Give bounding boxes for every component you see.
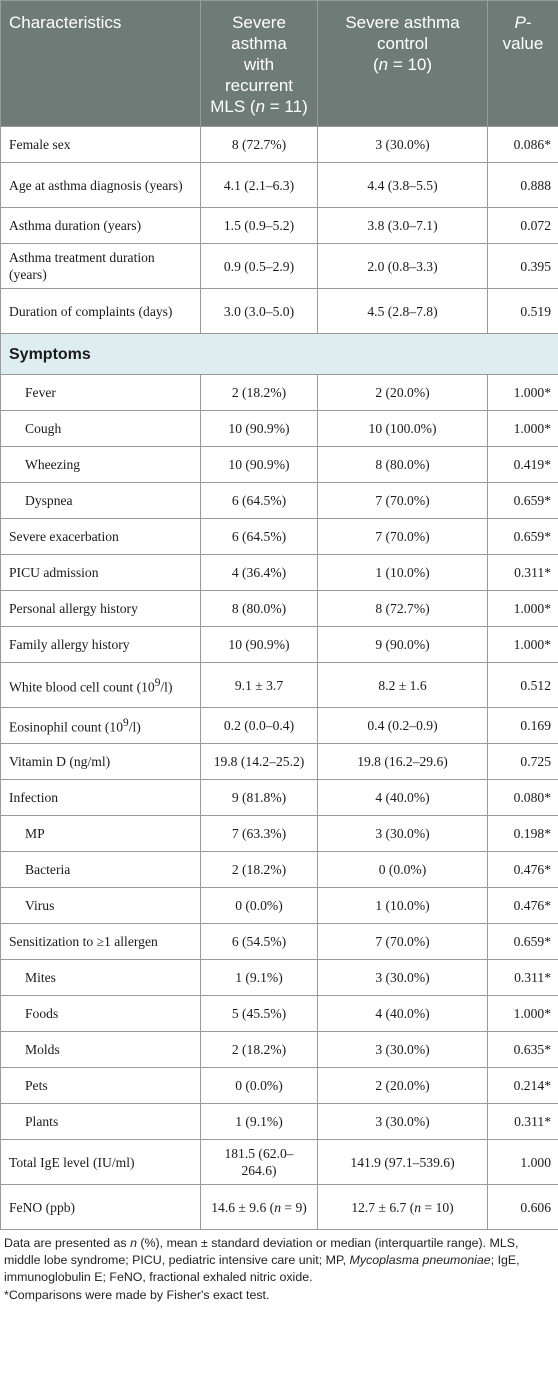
mls-value-text: 0 (0.0%) (235, 1078, 283, 1093)
mls-value-text: 4.1 (2.1–6.3) (223, 177, 295, 193)
mls-value-text: 1.5 (0.9–5.2) (223, 218, 295, 233)
control-value-text: 7 (70.0%) (375, 529, 430, 544)
cell-p-value: 0.169 (488, 708, 558, 744)
table-row (1, 1140, 558, 1185)
control-value-text: 4 (40.0%) (375, 790, 430, 805)
row-label-superscript: 9 (123, 717, 129, 730)
cell-control-value (318, 519, 488, 555)
mls-n-count: = 9) (280, 1199, 307, 1215)
table-row (1, 960, 558, 996)
cell-p-value: 0.311* (488, 960, 558, 996)
control-n: n (414, 1199, 422, 1215)
cell-p-value: 0.476* (488, 852, 558, 888)
row-label-text: Cough (25, 421, 62, 436)
cell-control-value (318, 127, 488, 163)
cell-control-value (318, 163, 488, 208)
cell-control-value (318, 888, 488, 924)
table-row (1, 663, 558, 708)
header-p-value (488, 1, 558, 127)
cell-p-value: 1.000* (488, 996, 558, 1032)
control-value-text: 2.0 (0.8–3.3) (367, 258, 438, 274)
row-label-text: Wheezing (25, 457, 81, 472)
footnote-text-c: ; IgE, immunoglobulin E; FeNO, fractional exhaled nitric oxide. (4, 1253, 520, 1284)
control-value-text: 8 (72.7%) (375, 601, 430, 616)
mls-value-text: 19.8 (14.2–25.2) (213, 754, 305, 769)
cell-mls-value (201, 888, 318, 924)
cell-mls-value (201, 627, 318, 663)
row-label-text: Plants (25, 1114, 59, 1129)
footnote-fisher: *Comparisons were made by Fisher's exact test. (4, 1288, 270, 1302)
row-label (1, 208, 201, 244)
row-label (1, 1185, 201, 1230)
cell-control-value (318, 591, 488, 627)
cell-p-value: 0.888 (488, 163, 558, 208)
row-label-text: Foods (25, 1006, 59, 1021)
row-label (1, 483, 201, 519)
row-label (1, 924, 201, 960)
control-value-text: 2 (20.0%) (375, 385, 430, 400)
row-label-text: Infection (9, 790, 59, 805)
mls-value-text: 0 (0.0%) (235, 898, 283, 913)
cell-mls-value (201, 591, 318, 627)
table-row (1, 591, 558, 627)
control-value-text: 1 (10.0%) (375, 565, 430, 580)
row-label-text: Mites (25, 970, 56, 985)
row-label-text: Asthma duration (years) (9, 218, 142, 233)
row-label (1, 289, 201, 334)
cell-p-value: 1.000* (488, 375, 558, 411)
row-label (1, 1032, 201, 1068)
table-row (1, 924, 558, 960)
mls-n: n (274, 1199, 281, 1215)
cell-mls-value (201, 289, 318, 334)
mls-value-text: 0.9 (0.5–2.9) (223, 258, 295, 274)
mls-value-text: 9.1 ± 3.7 (234, 677, 284, 693)
control-value-text: 3 (30.0%) (375, 826, 430, 841)
row-label-text: Family allergy history (9, 637, 130, 652)
mls-value-text: 181.5 (62.0–264.6) (224, 1146, 294, 1178)
cell-control-value (318, 996, 488, 1032)
mls-value-text: 6 (64.5%) (231, 529, 287, 544)
row-label-text: Virus (25, 898, 55, 913)
control-value-text: 4.5 (2.8–7.8) (367, 303, 438, 319)
mls-value-text: 10 (90.9%) (228, 637, 290, 652)
cell-p-value: 1.000 (488, 1140, 558, 1185)
header-mls-line1: Severe (232, 13, 286, 32)
mls-value-text: 10 (90.9%) (228, 457, 290, 472)
table-row (1, 375, 558, 411)
header-ctrl-pre: ( (372, 55, 379, 74)
cell-mls-value (201, 744, 318, 780)
row-label-text: Age at asthma diagnosis (years) (9, 177, 183, 193)
row-label-text: Severe exacerbation (9, 529, 119, 544)
cell-control-value (318, 960, 488, 996)
cell-p-value: 0.606 (488, 1185, 558, 1230)
row-label-text: Total IgE level (IU/ml) (9, 1154, 135, 1170)
mls-value-text: 0.2 (0.0–0.4) (223, 718, 295, 733)
mls-value-text: 6 (54.5%) (231, 934, 287, 949)
row-label-suffix: /l) (160, 679, 173, 695)
row-label-text: Asthma treatment duration (years) (9, 250, 155, 282)
cell-p-value: 0.659* (488, 924, 558, 960)
cell-control-value (318, 744, 488, 780)
cell-control-value (318, 780, 488, 816)
cell-mls-value (201, 780, 318, 816)
cell-p-value: 0.512 (488, 663, 558, 708)
control-n-count: = 10) (421, 1199, 454, 1215)
header-p-italic: P (514, 13, 526, 32)
control-value-text: 3 (30.0%) (375, 1042, 430, 1057)
cell-mls-value (201, 1104, 318, 1140)
mls-value-text: 7 (63.3%) (231, 826, 287, 841)
cell-mls-value (201, 1032, 318, 1068)
row-label-text: Eosinophil count (10 (9, 719, 124, 735)
control-value-text: 3 (30.0%) (375, 137, 430, 152)
cell-mls-value (201, 924, 318, 960)
control-value-text: 8.2 ± 1.6 (378, 677, 427, 693)
mls-value-text: 2 (18.2%) (231, 385, 287, 400)
control-value-text: 141.9 (97.1–539.6) (350, 1154, 455, 1170)
row-label-text: MP (25, 826, 45, 841)
row-label-text: Duration of complaints (days) (9, 303, 173, 319)
cell-control-value (318, 852, 488, 888)
row-label-text: White blood cell count (10 (9, 679, 155, 695)
cell-p-value: 0.659* (488, 483, 558, 519)
table-row (1, 744, 558, 780)
control-value-text: 12.7 ± 6.7 ( (351, 1199, 415, 1215)
header-ctrl-n: n (378, 55, 389, 74)
cell-mls-value (201, 519, 318, 555)
table-footnote (0, 1230, 558, 1304)
row-label (1, 663, 201, 708)
table-row (1, 483, 558, 519)
header-severe-asthma-control (318, 1, 488, 127)
cell-control-value (318, 1104, 488, 1140)
footnote-text-b: (%), mean ± standard deviation or median (interquartile range). MLS, middle lobe syndrome; PICU, pediatric intensive care unit; MP, (4, 1236, 519, 1267)
footnote-text-a: Data are presented as (4, 1236, 131, 1250)
cell-control-value (318, 411, 488, 447)
mls-value-text: 6 (64.5%) (231, 493, 287, 508)
cell-mls-value (201, 208, 318, 244)
cell-p-value: 1.000* (488, 627, 558, 663)
control-value-text: 4 (40.0%) (375, 1006, 430, 1021)
cell-control-value (318, 483, 488, 519)
table-row (1, 447, 558, 483)
table-row (1, 708, 558, 744)
cell-p-value: 0.198* (488, 816, 558, 852)
row-label (1, 555, 201, 591)
row-label (1, 780, 201, 816)
row-label-text: Dyspnea (25, 493, 73, 508)
cell-control-value (318, 447, 488, 483)
cell-control-value (318, 208, 488, 244)
row-label (1, 163, 201, 208)
mls-value-text: 2 (18.2%) (231, 862, 287, 877)
mls-value-text: 1 (9.1%) (235, 1114, 283, 1129)
table-row (1, 127, 558, 163)
row-label (1, 447, 201, 483)
cell-mls-value (201, 127, 318, 163)
cell-control-value (318, 1032, 488, 1068)
cell-p-value: 0.080* (488, 780, 558, 816)
mls-value-text: 4 (36.4%) (231, 565, 287, 580)
row-label (1, 519, 201, 555)
cell-mls-value (201, 447, 318, 483)
cell-mls-value (201, 663, 318, 708)
cell-control-value (318, 555, 488, 591)
cell-p-value: 0.419* (488, 447, 558, 483)
mls-value-text: 14.6 ± 9.6 ( (211, 1199, 275, 1215)
mls-value-text: 8 (80.0%) (231, 601, 287, 616)
row-label (1, 127, 201, 163)
control-value-text: 0 (0.0%) (378, 862, 427, 877)
cell-p-value: 0.311* (488, 1104, 558, 1140)
table-row (1, 852, 558, 888)
header-ctrl-line2: control (376, 34, 429, 53)
cell-mls-value (201, 816, 318, 852)
cell-mls-value (201, 411, 318, 447)
row-label-text: Bacteria (25, 862, 71, 877)
cell-p-value: 0.086* (488, 127, 558, 163)
row-label (1, 888, 201, 924)
table-row (1, 816, 558, 852)
cell-mls-value (201, 960, 318, 996)
row-label-text: Fever (25, 385, 56, 400)
control-value-text: 3 (30.0%) (375, 1114, 430, 1129)
section-label: Symptoms (1, 334, 558, 375)
mls-value-text: 8 (72.7%) (231, 137, 287, 152)
row-label (1, 591, 201, 627)
cell-control-value (318, 708, 488, 744)
cell-p-value: 1.000* (488, 591, 558, 627)
control-value-text: 8 (80.0%) (375, 457, 430, 472)
mls-value-text: 3.0 (3.0–5.0) (223, 303, 295, 319)
control-value-text: 7 (70.0%) (375, 934, 430, 949)
table-row (1, 888, 558, 924)
cell-control-value (318, 663, 488, 708)
header-severe-asthma-mls (201, 1, 318, 127)
control-value-text: 9 (90.0%) (375, 637, 430, 652)
header-row (1, 1, 558, 127)
header-mls-line3: with (243, 55, 275, 74)
cell-mls-value (201, 555, 318, 591)
table-row (1, 1068, 558, 1104)
cell-mls-value (201, 708, 318, 744)
table-row (1, 996, 558, 1032)
cell-mls-value (201, 375, 318, 411)
cell-p-value: 0.635* (488, 1032, 558, 1068)
cell-control-value (318, 1140, 488, 1185)
row-label (1, 375, 201, 411)
cell-control-value (318, 289, 488, 334)
cell-mls-value (201, 1068, 318, 1104)
table-row (1, 289, 558, 334)
cell-mls-value (201, 483, 318, 519)
table-row (1, 244, 558, 289)
table-row (1, 1104, 558, 1140)
control-value-text: 10 (100.0%) (368, 421, 437, 436)
row-label-suffix: /l) (128, 719, 141, 735)
cell-p-value: 1.000* (488, 411, 558, 447)
row-label-text: Pets (25, 1078, 48, 1093)
row-label (1, 1068, 201, 1104)
cell-p-value: 0.725 (488, 744, 558, 780)
row-label-superscript: 9 (154, 676, 161, 689)
mls-value-text: 5 (45.5%) (231, 1006, 287, 1021)
cell-control-value (318, 816, 488, 852)
cell-p-value: 0.395 (488, 244, 558, 289)
control-value-text: 3.8 (3.0–7.1) (367, 218, 438, 233)
row-label (1, 744, 201, 780)
row-label-text: Vitamin D (ng/ml) (9, 754, 111, 769)
cell-p-value: 0.214* (488, 1068, 558, 1104)
mls-value-text: 2 (18.2%) (231, 1042, 287, 1057)
cell-p-value: 0.659* (488, 519, 558, 555)
row-label (1, 708, 201, 744)
cell-control-value (318, 1068, 488, 1104)
row-label-text: Personal allergy history (9, 601, 138, 616)
mls-value-text: 10 (90.9%) (228, 421, 290, 436)
header-characteristics: Characteristics (1, 1, 201, 127)
table-row (1, 780, 558, 816)
table-row (1, 1032, 558, 1068)
header-ctrl-line1: Severe asthma (345, 13, 460, 32)
header-mls-line4: recurrent (224, 76, 294, 95)
row-label (1, 816, 201, 852)
row-label (1, 1104, 201, 1140)
row-label (1, 411, 201, 447)
control-value-text: 1 (10.0%) (375, 898, 430, 913)
header-ctrl-post: = 10) (388, 55, 433, 74)
header-mls-line5-pre: MLS ( (210, 97, 256, 116)
header-mls-line2: asthma (231, 34, 287, 53)
header-mls-n: n (255, 97, 266, 116)
cell-p-value: 0.476* (488, 888, 558, 924)
footnote-mp-species: Mycoplasma pneumoniae (349, 1253, 491, 1267)
table-row (1, 555, 558, 591)
cell-control-value (318, 244, 488, 289)
cell-mls-value (201, 996, 318, 1032)
row-label-text: FeNO (ppb) (9, 1199, 76, 1215)
mls-value-text: 9 (81.8%) (231, 790, 287, 805)
cell-mls-value (201, 244, 318, 289)
cell-control-value (318, 924, 488, 960)
mls-value-text: 1 (9.1%) (235, 970, 283, 985)
cell-mls-value (201, 1140, 318, 1185)
table-header (1, 1, 558, 127)
cell-control-value (318, 375, 488, 411)
table-row (1, 1185, 558, 1230)
control-value-text: 3 (30.0%) (375, 970, 430, 985)
cell-control-value (318, 1185, 488, 1230)
header-p-value-word: value (502, 34, 544, 53)
row-label (1, 1140, 201, 1185)
row-label (1, 852, 201, 888)
row-label-text: Female sex (9, 137, 71, 152)
table-row (1, 411, 558, 447)
table-row (1, 163, 558, 208)
cell-control-value (318, 627, 488, 663)
table-row (1, 627, 558, 663)
cell-mls-value (201, 852, 318, 888)
cell-p-value: 0.072 (488, 208, 558, 244)
row-label (1, 996, 201, 1032)
row-label-text: PICU admission (9, 565, 99, 580)
cell-mls-value (201, 1185, 318, 1230)
header-p-dash: - (525, 13, 532, 32)
cell-p-value: 0.311* (488, 555, 558, 591)
footnote-abbreviations (4, 1235, 554, 1286)
control-value-text: 0.4 (0.2–0.9) (367, 718, 438, 733)
cell-p-value: 0.519 (488, 289, 558, 334)
row-label (1, 244, 201, 289)
header-mls-line5-post: = 11) (265, 97, 308, 116)
row-label-text: Molds (25, 1042, 60, 1057)
row-label (1, 627, 201, 663)
table-body (1, 127, 558, 1230)
table-row (1, 519, 558, 555)
row-label (1, 960, 201, 996)
footnote-n: n (130, 1236, 137, 1250)
cell-mls-value (201, 163, 318, 208)
table-row (1, 208, 558, 244)
section-row (1, 334, 558, 375)
control-value-text: 7 (70.0%) (375, 493, 430, 508)
control-value-text: 4.4 (3.8–5.5) (367, 177, 438, 193)
control-value-text: 19.8 (16.2–29.6) (357, 754, 448, 769)
row-label-text: Sensitization to ≥1 allergen (9, 934, 158, 949)
control-value-text: 2 (20.0%) (375, 1078, 430, 1093)
